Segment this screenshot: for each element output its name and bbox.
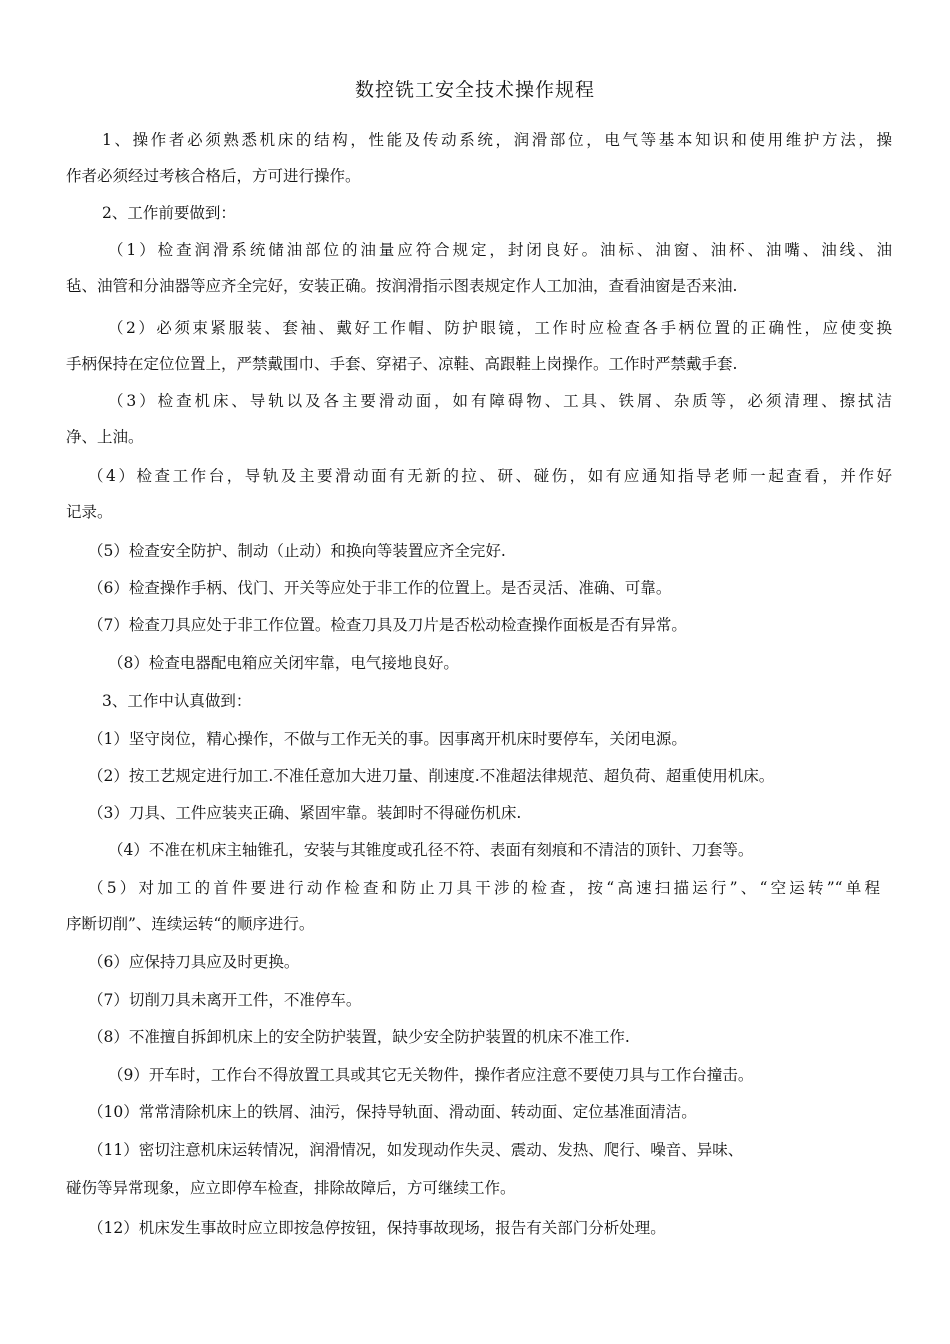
item-2-3-line-2: 净、上油。 [66,428,144,446]
item-3-8: （8）不准擅自拆卸机床上的安全防护装置，缺少安全防护装置的机床不准工作. [88,1028,630,1046]
item-3-1: （1）坚守岗位，精心操作，不做与工作无关的事。因事离开机床时要停车，关闭电源。 [88,730,687,748]
item-2-1-line-2: 毡、油管和分油器等应齐全完好，安装正确。按润滑指示图表规定作人工加油，查看油窗是否来油. [66,277,738,295]
item-3-5-line-2: 序断切削”、连续运转“的顺序进行。 [66,915,315,933]
item-2-3-line-1: （3）检查机床、导轨以及各主要滑动面，如有障碍物、工具、铁屑、杂质等，必须清理、擦拭洁 [108,392,892,410]
item-2-6: （6）检查操作手柄、伐门、开关等应处于非工作的位置上。是否灵活、准确、可靠。 [88,579,672,597]
item-2-5: （5）检查安全防护、制动（止动）和换向等装置应齐全完好. [88,542,506,560]
item-2-2-line-2: 手柄保持在定位位置上，严禁戴围巾、手套、穿裙子、凉鞋、高跟鞋上岗操作。工作时严禁戴手套. [66,355,738,373]
item-3-10: （10）常常清除机床上的铁屑、油污，保持导轨面、滑动面、转动面、定位基准面清洁。 [88,1103,697,1121]
item-3-5-line-1: （5）对加工的首件要进行动作检查和防止刀具干涉的检查，按“高速扫描运行”、“空运转”“单程 [88,879,880,897]
paragraph-1-line-2: 作者必须经过考核合格后，方可进行操作。 [66,167,361,185]
item-3-12: （12）机床发生事故时应立即按急停按钮，保持事故现场，报告有关部门分析处理。 [88,1219,666,1237]
item-3-9: （9）开车时，工作台不得放置工具或其它无关物件，操作者应注意不要使刀具与工作台撞击。 [108,1066,754,1084]
item-3-6: （6）应保持刀具应及时更换。 [88,953,300,971]
item-2-8: （8）检查电器配电箱应关闭牢靠，电气接地良好。 [108,654,459,672]
item-3-2: （2）按工艺规定进行加工.不准任意加大进刀量、削速度.不准超法律规范、超负荷、超重使用机床。 [88,767,775,785]
item-2-4-line-2: 记录。 [66,503,113,521]
item-2-1-line-1: （1）检查润滑系统储油部位的油量应符合规定，封闭良好。油标、油窗、油杯、油嘴、油线、油 [108,241,892,259]
item-3-11-line-1: （11）密切注意机床运转情况，润滑情况，如发现动作失灵、震动、发热、爬行、噪音、异味、 [88,1141,744,1159]
item-3-4: （4）不准在机床主轴锥孔，安装与其锥度或孔径不符、表面有刻痕和不清洁的顶针、刀套等。 [108,841,754,859]
item-2-7: （7）检查刀具应处于非工作位置。检查刀具及刀片是否松动检查操作面板是否有异常。 [88,616,687,634]
page-title: 数控铣工安全技术操作规程 [354,79,595,101]
section-3-heading: 3、工作中认真做到： [102,692,252,710]
item-3-3: （3）刀具、工件应装夹正确、紧固牢靠。装卸时不得碰伤机床. [88,804,522,822]
item-3-11-line-2: 碰伤等异常现象，应立即停车检查，排除故障后，方可继续工作。 [66,1179,516,1197]
item-2-4-line-1: （4）检查工作台，导轨及主要滑动面有无新的拉、研、碰伤，如有应通知指导老师一起查看，并作好 [88,467,892,485]
section-2-heading: 2、工作前要做到： [102,204,236,222]
paragraph-1-line-1: 1、操作者必须熟悉机床的结构，性能及传动系统，润滑部位，电气等基本知识和使用维护方法，操 [102,131,892,149]
item-3-7: （7）切削刀具未离开工件，不准停车。 [88,991,362,1009]
item-2-2-line-1: （2）必须束紧服装、套袖、戴好工作帽、防护眼镜，工作时应检查各手柄位置的正确性，应使变换 [108,319,892,337]
